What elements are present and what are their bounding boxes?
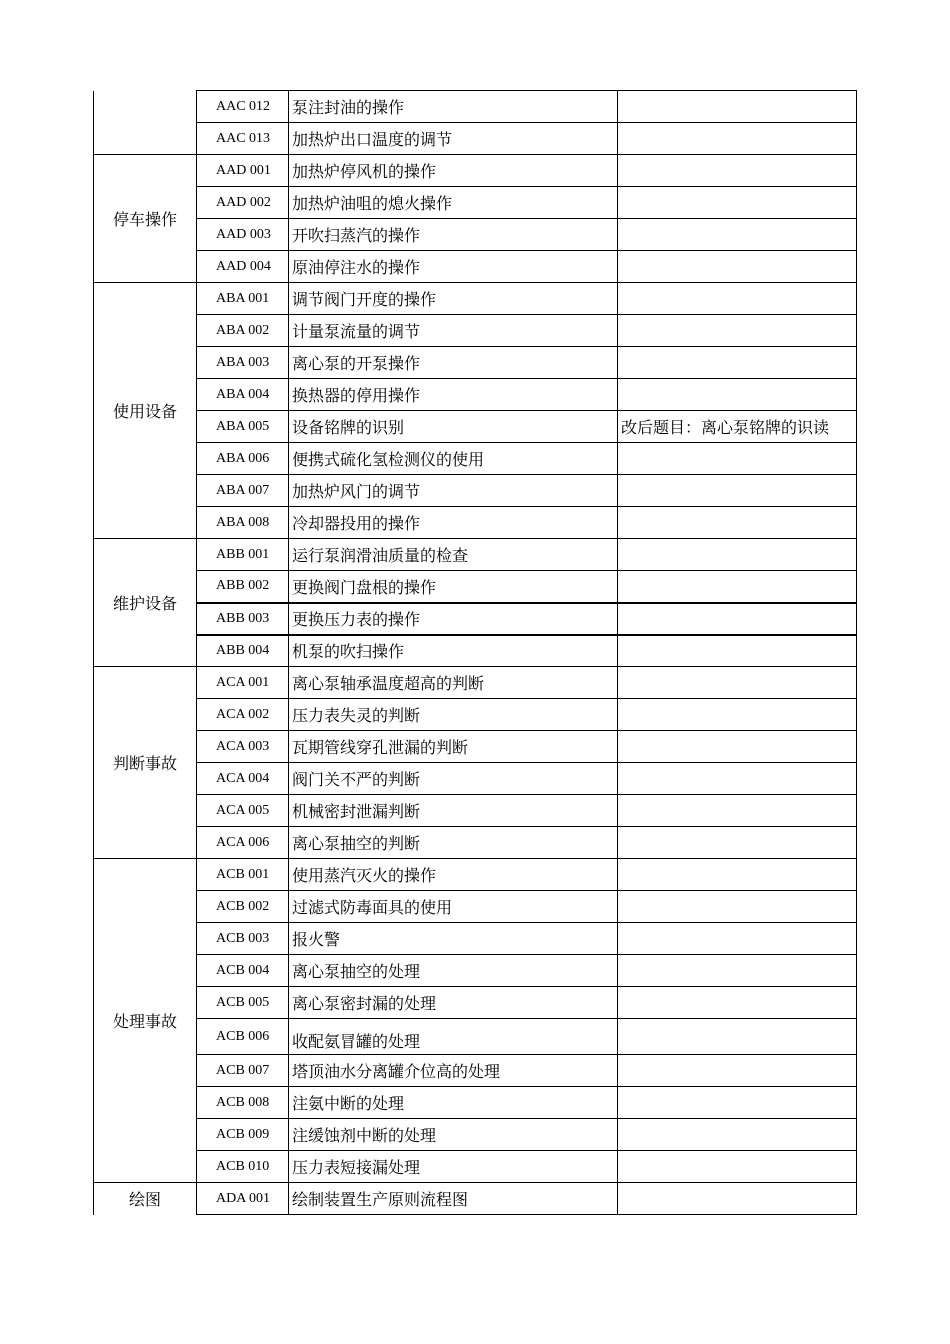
item-note xyxy=(618,475,857,507)
item-note xyxy=(618,731,857,763)
item-name: 报火警 xyxy=(289,923,618,955)
item-code: ABA 001 xyxy=(197,283,289,315)
table-row xyxy=(94,1055,857,1087)
category-cell: 使用设备 xyxy=(94,283,197,539)
item-name: 收配氨冒罐的处理 xyxy=(289,1019,618,1055)
item-name: 便携式硫化氢检测仪的使用 xyxy=(289,443,618,475)
table-row xyxy=(94,91,857,123)
item-note xyxy=(618,1119,857,1151)
item-code: AAD 004 xyxy=(197,251,289,283)
item-code: ACB 009 xyxy=(197,1119,289,1151)
item-code: ABA 006 xyxy=(197,443,289,475)
item-code: ABA 004 xyxy=(197,379,289,411)
item-name: 更换阀门盘根的操作 xyxy=(289,571,618,603)
item-name: 离心泵抽空的判断 xyxy=(289,827,618,859)
item-name: 加热炉出口温度的调节 xyxy=(289,123,618,155)
item-note xyxy=(618,795,857,827)
item-note xyxy=(618,123,857,155)
item-name: 泵注封油的操作 xyxy=(289,91,618,123)
item-name: 离心泵的开泵操作 xyxy=(289,347,618,379)
item-note xyxy=(618,283,857,315)
table-row xyxy=(94,571,857,603)
item-code: AAD 001 xyxy=(197,155,289,187)
item-name: 离心泵密封漏的处理 xyxy=(289,987,618,1019)
item-code: ACA 006 xyxy=(197,827,289,859)
item-code: ABB 001 xyxy=(197,539,289,571)
item-name: 原油停注水的操作 xyxy=(289,251,618,283)
item-code: ACA 003 xyxy=(197,731,289,763)
item-note xyxy=(618,571,857,603)
item-name: 运行泵润滑油质量的检查 xyxy=(289,539,618,571)
item-name: 设备铭牌的识别 xyxy=(289,411,618,443)
item-code: ACA 002 xyxy=(197,699,289,731)
item-name: 注氨中断的处理 xyxy=(289,1087,618,1119)
item-note xyxy=(618,539,857,571)
table-row xyxy=(94,443,857,475)
item-code: ACB 001 xyxy=(197,859,289,891)
item-name: 塔顶油水分离罐介位高的处理 xyxy=(289,1055,618,1087)
category-cell: 判断事故 xyxy=(94,667,197,859)
item-name: 瓦期管线穿孔泄漏的判断 xyxy=(289,731,618,763)
item-code: ACA 005 xyxy=(197,795,289,827)
table-row xyxy=(94,827,857,859)
table-row xyxy=(94,1119,857,1151)
table-row xyxy=(94,539,857,571)
item-code: ACB 002 xyxy=(197,891,289,923)
table-row xyxy=(94,763,857,795)
item-note xyxy=(618,1019,857,1055)
table-row xyxy=(94,955,857,987)
item-name: 离心泵轴承温度超高的判断 xyxy=(289,667,618,699)
item-code: AAC 012 xyxy=(197,91,289,123)
item-note xyxy=(618,1055,857,1087)
skill-items-table xyxy=(93,90,857,1215)
item-note xyxy=(618,315,857,347)
item-note xyxy=(618,603,857,635)
table-row xyxy=(94,187,857,219)
item-code: ABA 003 xyxy=(197,347,289,379)
item-code: ACB 005 xyxy=(197,987,289,1019)
item-name: 加热炉停风机的操作 xyxy=(289,155,618,187)
item-note xyxy=(618,859,857,891)
item-note xyxy=(618,379,857,411)
item-code: ABA 002 xyxy=(197,315,289,347)
table-row xyxy=(94,667,857,699)
item-code: ACB 008 xyxy=(197,1087,289,1119)
item-note xyxy=(618,987,857,1019)
item-note xyxy=(618,667,857,699)
item-note xyxy=(618,347,857,379)
table-row xyxy=(94,411,857,443)
category-cell: 维护设备 xyxy=(94,539,197,667)
item-name: 加热炉风门的调节 xyxy=(289,475,618,507)
table-row xyxy=(94,347,857,379)
item-name: 换热器的停用操作 xyxy=(289,379,618,411)
item-note xyxy=(618,699,857,731)
table-row xyxy=(94,923,857,955)
item-code: ADA 001 xyxy=(197,1183,289,1215)
item-code: ACB 007 xyxy=(197,1055,289,1087)
table-row xyxy=(94,603,857,635)
item-name: 过滤式防毒面具的使用 xyxy=(289,891,618,923)
item-note: 改后题目：离心泵铭牌的识读 xyxy=(618,411,857,443)
item-name: 冷却器投用的操作 xyxy=(289,507,618,539)
category-cell: 处理事故 xyxy=(94,859,197,1183)
item-code: ACB 006 xyxy=(197,1019,289,1055)
item-code: AAD 002 xyxy=(197,187,289,219)
item-code: ACB 003 xyxy=(197,923,289,955)
item-note xyxy=(618,1151,857,1183)
item-name: 计量泵流量的调节 xyxy=(289,315,618,347)
table-row xyxy=(94,379,857,411)
item-note xyxy=(618,219,857,251)
table-row xyxy=(94,283,857,315)
item-name: 压力表短接漏处理 xyxy=(289,1151,618,1183)
item-note xyxy=(618,827,857,859)
item-code: AAC 013 xyxy=(197,123,289,155)
table-row xyxy=(94,635,857,667)
item-note xyxy=(618,1183,857,1215)
item-note xyxy=(618,635,857,667)
table-row xyxy=(94,731,857,763)
table-row xyxy=(94,507,857,539)
item-code: ACA 004 xyxy=(197,763,289,795)
item-code: ABA 005 xyxy=(197,411,289,443)
table-row xyxy=(94,155,857,187)
table-row xyxy=(94,475,857,507)
item-name: 更换压力表的操作 xyxy=(289,603,618,635)
item-note xyxy=(618,443,857,475)
item-name: 注缓蚀剂中断的处理 xyxy=(289,1119,618,1151)
item-name: 开吹扫蒸汽的操作 xyxy=(289,219,618,251)
table-row xyxy=(94,795,857,827)
item-code: ABB 002 xyxy=(197,571,289,603)
item-code: ABB 004 xyxy=(197,635,289,667)
item-code: ABA 007 xyxy=(197,475,289,507)
item-name: 调节阀门开度的操作 xyxy=(289,283,618,315)
item-code: ACB 010 xyxy=(197,1151,289,1183)
table-row xyxy=(94,1019,857,1055)
item-name: 使用蒸汽灭火的操作 xyxy=(289,859,618,891)
item-note xyxy=(618,763,857,795)
table-row xyxy=(94,699,857,731)
table-body xyxy=(94,91,857,1215)
item-name: 机械密封泄漏判断 xyxy=(289,795,618,827)
item-note xyxy=(618,891,857,923)
item-note xyxy=(618,251,857,283)
table-row xyxy=(94,1087,857,1119)
table-row xyxy=(94,859,857,891)
table-row xyxy=(94,1151,857,1183)
item-note xyxy=(618,507,857,539)
item-code: ACA 001 xyxy=(197,667,289,699)
item-note xyxy=(618,155,857,187)
item-name: 机泵的吹扫操作 xyxy=(289,635,618,667)
table-row xyxy=(94,219,857,251)
item-name: 绘制装置生产原则流程图 xyxy=(289,1183,618,1215)
table-row xyxy=(94,251,857,283)
item-note xyxy=(618,187,857,219)
item-note xyxy=(618,91,857,123)
category-cell xyxy=(94,91,197,155)
item-name: 离心泵抽空的处理 xyxy=(289,955,618,987)
item-note xyxy=(618,955,857,987)
item-code: AAD 003 xyxy=(197,219,289,251)
table-row xyxy=(94,123,857,155)
table-row xyxy=(94,315,857,347)
item-name: 压力表失灵的判断 xyxy=(289,699,618,731)
table-row xyxy=(94,891,857,923)
table-row xyxy=(94,987,857,1019)
item-code: ABB 003 xyxy=(197,603,289,635)
item-name: 加热炉油咀的熄火操作 xyxy=(289,187,618,219)
item-note xyxy=(618,923,857,955)
item-code: ABA 008 xyxy=(197,507,289,539)
category-cell: 停车操作 xyxy=(94,155,197,283)
category-cell: 绘图 xyxy=(94,1183,197,1215)
item-name: 阀门关不严的判断 xyxy=(289,763,618,795)
table-row xyxy=(94,1183,857,1215)
item-code: ACB 004 xyxy=(197,955,289,987)
item-note xyxy=(618,1087,857,1119)
